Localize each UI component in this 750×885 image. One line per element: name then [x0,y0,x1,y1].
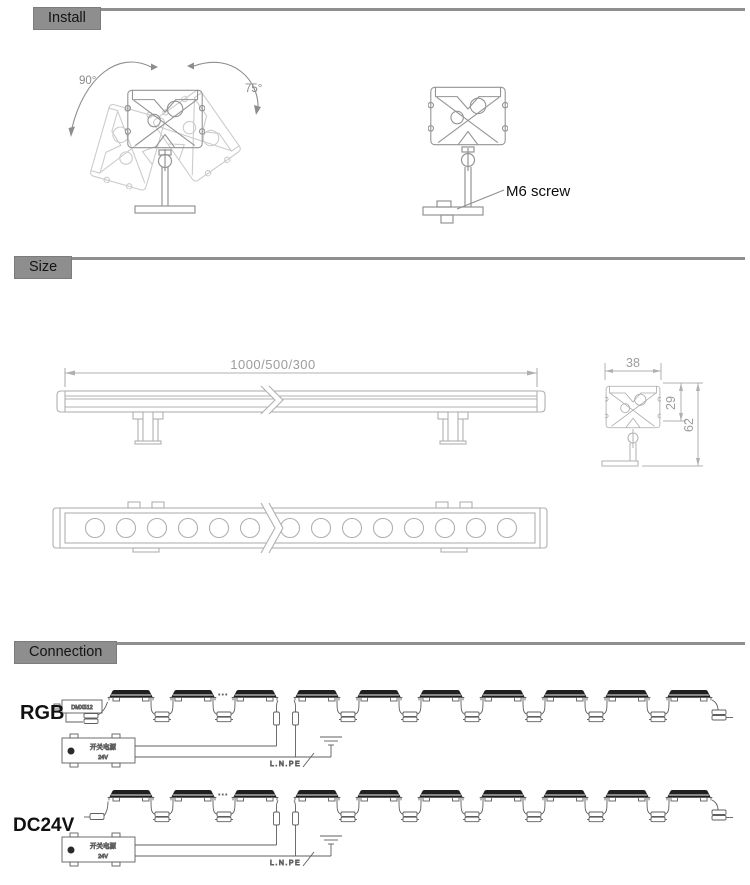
size-header-rule [72,257,745,260]
dc24v-wiring-row [62,787,733,867]
bracket-left [133,412,163,444]
psu-name-rgb: 开关电源 [90,744,116,751]
psu-spec-dc: 24V [98,854,108,860]
lead-plug-dc [84,802,108,820]
install-rotation-figure [69,62,263,213]
width-dimension-label: 38 [626,356,640,370]
size-header-label: Size [14,256,72,279]
rotation-arrows [69,62,262,137]
power-drops-rgb [274,701,299,758]
size-diagram [0,330,750,630]
ground-symbol-dc [320,836,342,856]
connection-section-header [14,641,745,664]
connection-diagram [0,668,750,885]
angle-75-label: 75° [245,83,263,95]
wire-label-rgb: L.N.PE [270,761,302,768]
psu-name-dc: 开关电源 [90,843,116,850]
screw-leader-line [457,190,504,209]
dc24v-row-label: DC24V [13,815,75,836]
length-dimension-label: 1000/500/300 [230,357,316,372]
continuation-dots-dc: ... [218,787,229,797]
rgb-row-label: RGB [20,702,65,724]
install-section-header [33,7,745,30]
angle-90-label: 90° [79,75,97,87]
fixture-chain-rgb [108,690,712,722]
power-drops-dc [274,801,299,857]
trail-wire-rgb [712,700,718,710]
connection-header-rule [117,642,745,645]
cross-section-view [602,363,703,466]
wire-label-dc: L.N.PE [270,860,302,867]
bar-side-view [57,368,545,444]
install-diagram [0,36,750,246]
wire-label-tick-dc [303,852,314,866]
m6-screw-label: M6 screw [506,183,571,200]
psu-spec-rgb: 24V [98,755,108,761]
body-height-dimension-label: 29 [664,396,678,410]
dmx-controller-label: DMX512 [71,705,93,711]
mount-stem-right-figure [423,147,483,223]
continuation-dots-rgb: ... [218,687,229,697]
install-header-rule [101,8,745,11]
total-height-dimension-label: 62 [682,418,696,432]
install-screw-figure [423,87,570,223]
rgb-wiring-row [54,687,733,768]
fixture-chain-dc [108,790,712,822]
led-array [86,519,517,538]
ground-symbol-rgb [320,737,342,757]
bar-bottom-view [53,502,547,553]
trail-wire-dc [712,800,718,810]
connection-header-label: Connection [14,641,117,664]
bracket-right [438,412,468,444]
size-section-header [14,256,745,279]
wire-label-tick-rgb [303,753,314,767]
install-header-label: Install [33,7,101,30]
